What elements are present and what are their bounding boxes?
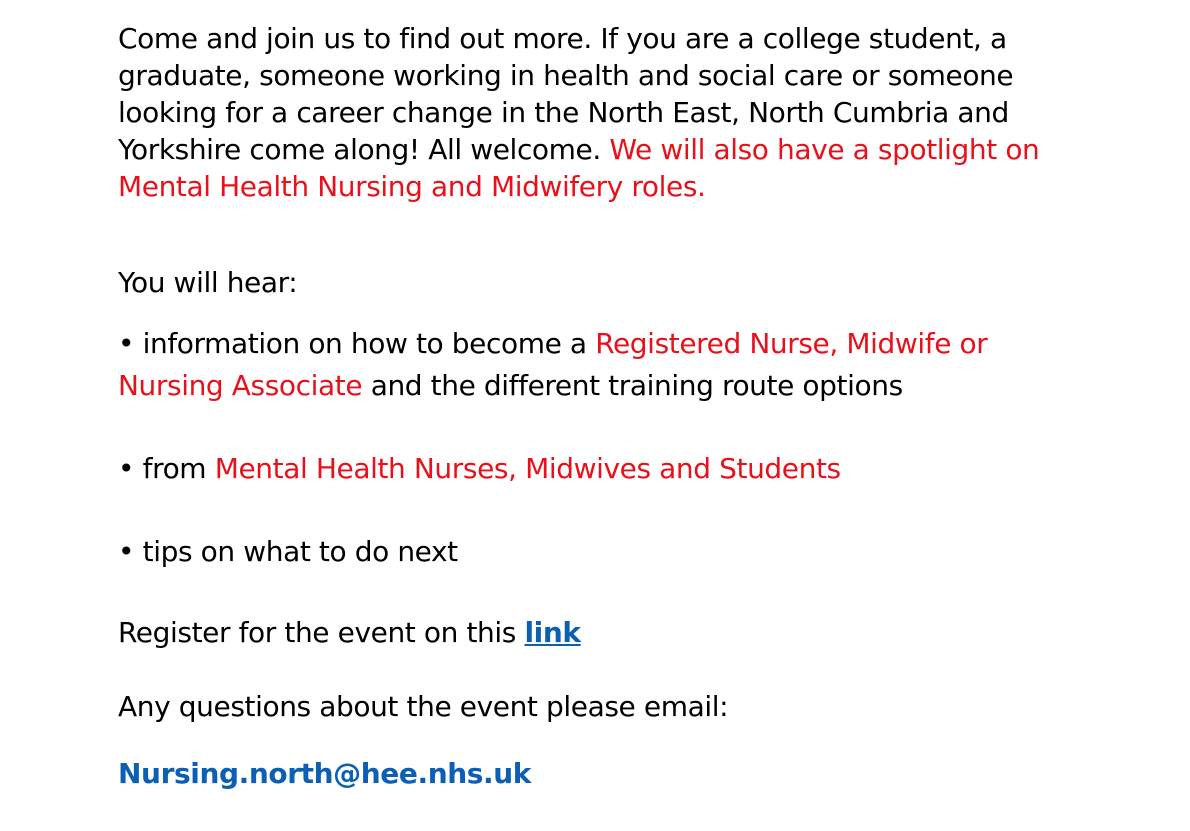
bullet-marker: • [118, 535, 135, 568]
intro-spotlight-text: We will also have a spotlight on Mental Health Nursing and Midwifery roles. [118, 133, 1040, 203]
questions-text: Any questions about the event please email: [118, 690, 729, 723]
bullet-text: from [134, 452, 215, 485]
document-body [118, 20, 1078, 790]
bullet-text-suffix: and the different training route options [362, 369, 903, 402]
email-link[interactable]: Nursing.north@hee.nhs.uk [118, 757, 532, 790]
bullet-highlight: Registered Nurse, Midwife or Nursing Associate [118, 327, 988, 402]
bullet-marker: • [118, 452, 135, 485]
intro-text: Come and join us to find out more. If you are a college student, a graduate, someone working in health and social care or someone looking for a career change in the North East, North Cumbria and Yorkshire come along! All welcome. [118, 22, 1014, 166]
bullet-text: information on how to become a [134, 327, 596, 360]
email-line [118, 753, 531, 795]
register-link[interactable]: link [524, 616, 581, 649]
register-text: Register for the event on this [118, 616, 525, 649]
bullet-item-from-nurses [118, 448, 841, 490]
bullet-text: tips on what to do next [134, 535, 458, 568]
bullet-marker: • [118, 327, 135, 360]
you-will-hear-heading: You will hear: [118, 266, 298, 299]
register-line [118, 612, 581, 654]
intro-paragraph [118, 20, 1078, 205]
bullet-highlight: Mental Health Nurses, Midwives and Students [214, 452, 841, 485]
bullet-item-tips [118, 531, 458, 573]
bullet-item-become-nurse [118, 323, 1078, 407]
